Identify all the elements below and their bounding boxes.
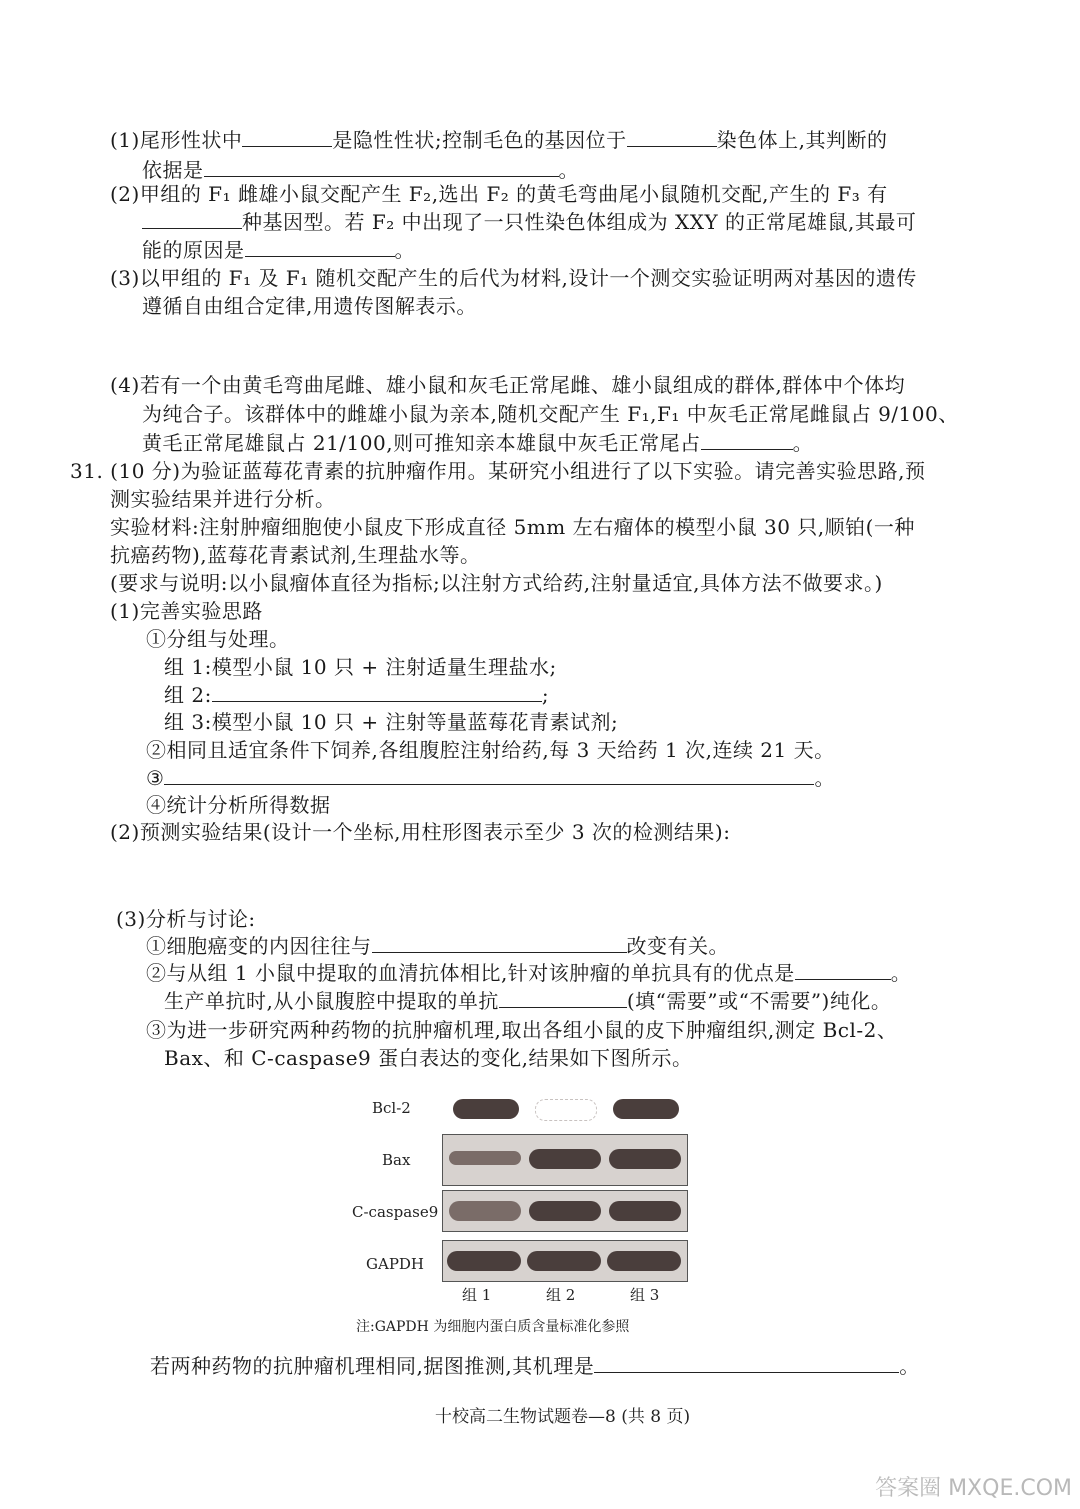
answer-blank[interactable]: [627, 128, 717, 147]
answer-blank[interactable]: [142, 210, 242, 229]
answer-blank[interactable]: [701, 431, 793, 450]
q30-part1-line1: [110, 128, 887, 152]
q30-part4-line3: [142, 431, 813, 455]
q31-group3: [164, 710, 618, 734]
band-bcl2-g3: [613, 1099, 679, 1119]
q31-intro-a: (10 分)为验证蓝莓花青素的抗肿瘤作用。某研究小组进行了以下实验。请完善实验思路,预: [110, 459, 926, 483]
question-number: 31.: [70, 459, 104, 483]
q31-d1-b: 改变有关。: [626, 934, 729, 958]
blot-group-label-2: 组 2: [546, 1286, 576, 1304]
blot-strip-bcl2: [442, 1084, 688, 1132]
q31-d2-a: ②与从组 1 小鼠中提取的血清抗体相比,针对该肿瘤的单抗具有的优点是: [146, 961, 795, 985]
q31-group1: [164, 655, 557, 679]
q31-materials-line1: [110, 515, 915, 539]
site-watermark: [875, 1477, 1072, 1501]
q30-p4-text-b: 为纯合子。该群体中的雌雄小鼠为亲本,随机交配产生 F₁,F₁ 中灰毛正常尾雌鼠占 9/100、: [142, 402, 959, 426]
q31-s1-text: (1)完善实验思路: [110, 599, 263, 623]
q31-discussion3-line1: [146, 1018, 897, 1042]
q30-p4-text-a: (4)若有一个由黄毛弯曲尾雌、雄小鼠和灰毛正常尾雌、雄小鼠组成的群体,群体中个体均: [110, 373, 906, 397]
band-bax-g1: [449, 1151, 521, 1165]
q30-part4-line2: [142, 402, 959, 426]
q31-group2: [164, 683, 549, 707]
q31-d2-b: 。: [890, 961, 912, 985]
q30-part2-line1: [110, 182, 888, 206]
q30-p1-text-b: 是隐性性状;控制毛色的基因位于: [332, 128, 627, 152]
q30-part3-line1: [110, 266, 917, 290]
q31-d1-a: ①细胞癌变的内因往往与: [146, 934, 372, 958]
q31-s1-3-text: ③: [146, 766, 165, 790]
band-gapdh-g3: [607, 1251, 681, 1271]
western-blot-figure: [340, 1078, 720, 1288]
band-bcl2-g1: [453, 1099, 519, 1119]
q30-p4-text-d: 。: [792, 431, 814, 455]
q31-g2-end: ;: [541, 683, 550, 707]
q31-discussion2-line1: [146, 961, 911, 985]
q30-p4-text-c: 黄毛正常尾雄鼠占 21/100,则可推知亲本雄鼠中灰毛正常尾占: [142, 431, 701, 455]
q31-d2-c: 生产单抗时,从小鼠腹腔中提取的单抗: [164, 989, 499, 1013]
q31-materials-b: 抗癌药物),蓝莓花青素试剂,生理盐水等。: [110, 543, 481, 567]
q31-intro-b: 测实验结果并进行分析。: [110, 487, 336, 511]
blot-group-label-3: 组 3: [630, 1286, 660, 1304]
q31-g1-text: 组 1:模型小鼠 10 只 + 注射适量生理盐水;: [164, 655, 557, 679]
q31-section1-title: [110, 599, 263, 623]
blot-label-ccaspase9: C-caspase9: [352, 1203, 439, 1221]
blot-label-bcl2: Bcl-2: [372, 1099, 411, 1117]
q31-final-question: [150, 1354, 920, 1378]
answer-blank[interactable]: [242, 128, 332, 147]
band-gapdh-g2: [527, 1251, 601, 1271]
q31-final-a: 若两种药物的抗肿瘤机理相同,据图推测,其机理是: [150, 1354, 595, 1378]
q30-p2-text-c: 能的原因是: [142, 238, 245, 262]
q31-step4: [146, 793, 331, 817]
q31-s1-4-text: ④统计分析所得数据: [146, 793, 331, 817]
q31-s3-text: (3)分析与讨论:: [116, 907, 256, 931]
blot-strip-gapdh: [442, 1240, 688, 1282]
q31-s2-text: (2)预测实验结果(设计一个坐标,用柱形图表示至少 3 次的检测结果):: [110, 820, 731, 844]
page-footer: 十校高二生物试题卷—8 (共 8 页): [435, 1407, 691, 1427]
q30-part1-line2: [142, 158, 579, 182]
watermark-text: 答案圈 MXQE.COM: [875, 1476, 1072, 1501]
q31-g2-text: 组 2:: [164, 683, 212, 707]
q31-g3-text: 组 3:模型小鼠 10 只 + 注射等量蓝莓花青素试剂;: [164, 710, 619, 734]
q30-p1-text-a: (1)尾形性状中: [110, 128, 243, 152]
band-ccaspase9-g2: [529, 1201, 601, 1221]
answer-blank[interactable]: [204, 158, 559, 177]
q31-step1: [146, 627, 290, 651]
q30-part2-line3: [142, 238, 415, 262]
q31-materials-a: 实验材料:注射肿瘤细胞使小鼠皮下形成直径 5mm 左右瘤体的模型小鼠 30 只,顺铂(一种: [110, 515, 915, 539]
q31-discussion2-line2: [164, 989, 891, 1013]
answer-blank[interactable]: [164, 766, 814, 785]
blot-strip-bax: [442, 1134, 688, 1186]
q30-part4-line1: [110, 373, 905, 397]
q31-d2-d: (填“需要”或“不需要”)纯化。: [626, 989, 892, 1013]
band-bax-g3: [609, 1149, 681, 1169]
blot-note: 注:GAPDH 为细胞内蛋白质含量标准化参照: [356, 1319, 630, 1335]
q30-p1-text-c: 染色体上,其判断的: [716, 128, 888, 152]
answer-blank[interactable]: [594, 1354, 899, 1373]
q31-discussion1: [146, 934, 729, 958]
blot-strip-ccaspase9: [442, 1190, 688, 1232]
band-ccaspase9-g3: [609, 1201, 681, 1221]
q31-s1-3-end: 。: [814, 766, 835, 790]
answer-blank[interactable]: [245, 238, 395, 257]
q30-part3-line2: [142, 294, 477, 318]
answer-blank[interactable]: [212, 683, 542, 702]
q31-d3-a: ③为进一步研究两种药物的抗肿瘤机理,取出各组小鼠的皮下肿瘤组织,测定 Bcl-2、: [146, 1018, 898, 1042]
q31-intro-line1: [70, 459, 925, 483]
q31-step3: [146, 766, 835, 790]
q31-section2-title: [110, 820, 730, 844]
answer-blank[interactable]: [795, 961, 891, 980]
q31-final-b: 。: [899, 1354, 920, 1378]
answer-blank[interactable]: [372, 934, 627, 953]
q30-p3-text-b: 遵循自由组合定律,用遗传图解表示。: [142, 294, 477, 318]
q31-step2: [146, 738, 835, 762]
q30-p3-text-a: (3)以甲组的 F₁ 及 F₁ 随机交配产生的后代为材料,设计一个测交实验证明两对基因的遗传: [110, 266, 917, 290]
blot-label-bax: Bax: [382, 1151, 411, 1169]
q30-part2-line2: [142, 210, 916, 234]
q30-p2-text-d: 。: [394, 238, 415, 262]
q31-requirements-text: (要求与说明:以小鼠瘤体直径为指标;以注射方式给药,注射量适宜,具体方法不做要求。): [110, 571, 883, 595]
answer-blank[interactable]: [499, 989, 627, 1008]
q31-section3-title: [116, 907, 256, 931]
q31-s1-2-text: ②相同且适宜条件下饲养,各组腹腔注射给药,每 3 天给药 1 次,连续 21 天。: [146, 738, 835, 762]
blot-group-label-1: 组 1: [462, 1286, 492, 1304]
blot-label-gapdh: GAPDH: [366, 1255, 425, 1273]
q30-p1-text-d: 依据是: [142, 158, 204, 182]
q31-intro-line2: [110, 487, 336, 511]
band-bcl2-g2: [535, 1099, 597, 1121]
band-ccaspase9-g1: [449, 1201, 521, 1221]
q30-p2-text-b: 种基因型。若 F₂ 中出现了一只性染色体组成为 XXY 的正常尾雄鼠,其最可: [242, 210, 917, 234]
q31-d3-b: Bax、和 C-caspase9 蛋白表达的变化,结果如下图所示。: [164, 1046, 693, 1070]
band-bax-g2: [529, 1149, 601, 1169]
q30-p1-text-e: 。: [558, 158, 579, 182]
band-gapdh-g1: [447, 1251, 521, 1271]
q31-discussion3-line2: [164, 1046, 692, 1070]
q31-s1-1-text: ①分组与处理。: [146, 627, 290, 651]
q30-p2-text-a: (2)甲组的 F₁ 雌雄小鼠交配产生 F₂,选出 F₂ 的黄毛弯曲尾小鼠随机交配,产生的 F₃ 有: [110, 182, 888, 206]
q31-requirements: [110, 571, 883, 595]
q31-materials-line2: [110, 543, 481, 567]
